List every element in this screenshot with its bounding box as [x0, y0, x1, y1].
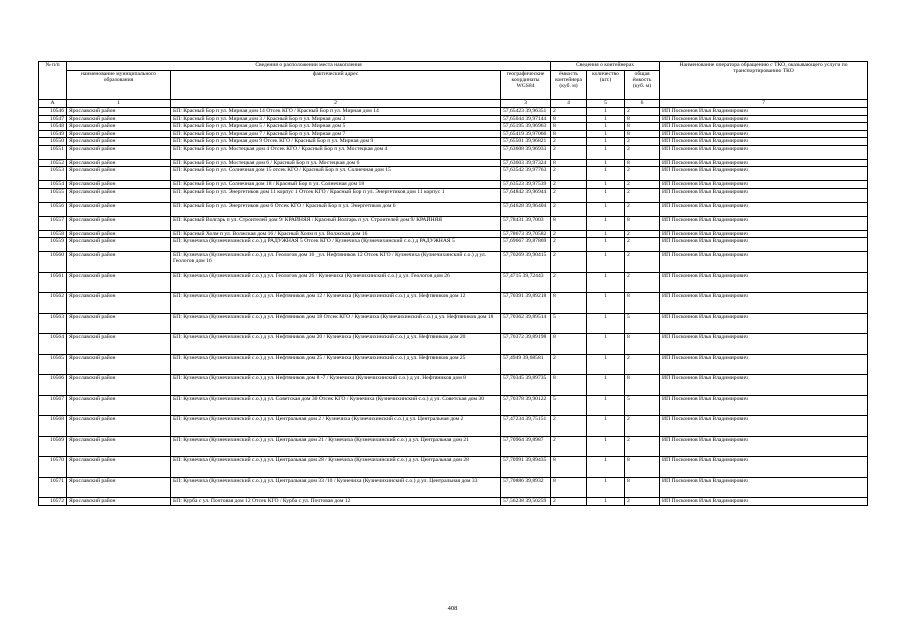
capacity-cell: 2	[551, 436, 587, 457]
colnum-5: 5	[587, 100, 625, 108]
total-cell: 8	[625, 115, 660, 123]
total-cell: 2	[625, 498, 660, 506]
coords-cell: 57,64842 39,96944	[501, 188, 551, 202]
capacity-cell: 2	[551, 498, 587, 506]
header-coords: географические координаты WGS84	[501, 71, 551, 100]
header-location-group: Сведения о расположении места накопления	[67, 62, 551, 71]
municipality-cell: Ярославский район	[67, 416, 171, 437]
table-row	[39, 167, 868, 181]
header-container-group: Сведения о контейнерах	[551, 62, 660, 71]
coords-cell: 57,78673 39,70582	[501, 230, 551, 238]
address-cell: БП: Кузнечиха (Кузнечихинский с.о.) д ул. Нефтяников дом 8 -7 / Кузнечиха (Кузнечихинский с.о.) д ул. Нефтяников дом 8	[171, 375, 501, 396]
address-cell: БП: Красный Бор п ул. Мирная дом 7 / Красный Бор п ул. Мирная дом 7	[171, 130, 501, 138]
table-row	[39, 313, 868, 334]
record-number: 10558	[39, 230, 67, 238]
table-row	[39, 272, 868, 293]
municipality-cell: Ярославский район	[67, 375, 171, 396]
record-number: 10568	[39, 416, 67, 437]
coords-cell: 57,65195 39,96963	[501, 123, 551, 131]
capacity-cell: 8	[551, 334, 587, 355]
record-number: 10564	[39, 334, 67, 355]
count-cell: 1	[587, 375, 625, 396]
address-cell: БП: Красный Бор п ул. Солнечная дом 18 / Красный Бор п ул. Солнечная дом 18	[171, 181, 501, 189]
total-cell: 5	[625, 395, 660, 416]
record-number: 10560	[39, 252, 67, 273]
address-cell: БП: Красный Бор п ул. Мирная дом 5 / Красный Бор п ул. Мирная дом 5	[171, 123, 501, 131]
table-row	[39, 216, 868, 230]
operator-cell: ИП Посконнов Илья Владимирович	[660, 130, 868, 138]
count-cell: 1	[587, 252, 625, 273]
table-row	[39, 334, 868, 355]
header-total: общая ёмкость (куб. м)	[625, 71, 660, 100]
coords-cell: 57,70345 39,89735	[501, 375, 551, 396]
record-number: 10563	[39, 313, 67, 334]
coords-cell: 57,63608 39,96933	[501, 145, 551, 159]
coords-cell: 57,47234 39,75151	[501, 416, 551, 437]
total-cell: 8	[625, 375, 660, 396]
capacity-cell: 2	[551, 181, 587, 189]
total-cell: 2	[625, 188, 660, 202]
total-cell: 8	[625, 334, 660, 355]
table-row	[39, 230, 868, 238]
operator-cell: ИП Посконнов Илья Владимирович	[660, 457, 868, 478]
table-row	[39, 375, 868, 396]
table-row	[39, 252, 868, 273]
address-cell: БП: Кузнечиха (Кузнечихинский с.о.) д РАДУЖНАЯ 5 Отсек КГО / Кузнечиха (Кузнечихинский с.о.) д РАДУЖНАЯ 5	[171, 238, 501, 252]
count-cell: 1	[587, 202, 625, 216]
table-row	[39, 202, 868, 216]
total-cell: 2	[625, 238, 660, 252]
operator-cell: ИП Посконнов Илья Владимирович	[660, 436, 868, 457]
count-cell: 1	[587, 108, 625, 116]
colnum-7: 7	[660, 100, 868, 108]
capacity-cell: 8	[551, 159, 587, 167]
coords-cell: 57,70991 39,89435	[501, 457, 551, 478]
municipality-cell: Ярославский район	[67, 293, 171, 314]
operator-cell: ИП Посконнов Илья Владимирович	[660, 272, 868, 293]
operator-cell: ИП Посконнов Илья Владимирович	[660, 498, 868, 506]
municipality-cell: Ярославский район	[67, 436, 171, 457]
count-cell: 1	[587, 354, 625, 375]
table-row	[39, 498, 868, 506]
record-number: 10551	[39, 145, 67, 159]
capacity-cell: 2	[551, 354, 587, 375]
total-cell: 8	[625, 477, 660, 498]
operator-cell: ИП Посконнов Илья Владимирович	[660, 138, 868, 146]
municipality-cell: Ярославский район	[67, 230, 171, 238]
address-cell: БП: Красный Бор п ул. Энергетиков дом 6 Отсек КГО / Красный Бор п ул. Энергетиков дом 6	[171, 202, 501, 216]
total-cell: 2	[625, 138, 660, 146]
record-number: 10559	[39, 238, 67, 252]
total-cell: 2	[625, 167, 660, 181]
operator-cell: ИП Посконнов Илья Владимирович	[660, 238, 868, 252]
coords-cell: 57,65419 39,97066	[501, 130, 551, 138]
municipality-cell: Ярославский район	[67, 145, 171, 159]
table-row	[39, 477, 868, 498]
column-numbers-row	[39, 100, 868, 108]
operator-cell: ИП Посконнов Илья Владимирович	[660, 313, 868, 334]
total-cell: 2	[625, 145, 660, 159]
count-cell: 1	[587, 436, 625, 457]
municipality-cell: Ярославский район	[67, 167, 171, 181]
municipality-cell: Ярославский район	[67, 334, 171, 355]
count-cell: 1	[587, 181, 625, 189]
total-cell: 2	[625, 252, 660, 273]
operator-cell: ИП Посконнов Илья Владимирович	[660, 216, 868, 230]
capacity-cell: 2	[551, 238, 587, 252]
count-cell: 1	[587, 238, 625, 252]
table-row	[39, 395, 868, 416]
count-cell: 1	[587, 230, 625, 238]
record-number: 10567	[39, 395, 67, 416]
capacity-cell: 8	[551, 130, 587, 138]
colnum-3: 3	[501, 100, 551, 108]
count-cell: 1	[587, 167, 625, 181]
colnum-1: 1	[67, 100, 171, 108]
table-row	[39, 238, 868, 252]
record-number: 10571	[39, 477, 67, 498]
table-row	[39, 293, 868, 314]
operator-cell: ИП Посконнов Илья Владимирович	[660, 202, 868, 216]
header-capacity: ёмкость контейнера (куб. м)	[551, 71, 587, 100]
total-cell: 8	[625, 293, 660, 314]
coords-cell: 57,65044 39,97144	[501, 115, 551, 123]
address-cell: БП: Кузнечиха (Кузнечихинский с.о.) д ул. Центральная дом 2 / Кузнечиха (Кузнечихинский с.о.) д ул. Центральная дом 2	[171, 416, 501, 437]
colnum-6: 6	[625, 100, 660, 108]
record-number: 10566	[39, 375, 67, 396]
record-number: 10569	[39, 436, 67, 457]
count-cell: 1	[587, 188, 625, 202]
coords-cell: 57,70269 39,90415	[501, 252, 551, 273]
operator-cell: ИП Посконнов Илья Владимирович	[660, 188, 868, 202]
record-number: 10546	[39, 108, 67, 116]
header-address: фактический адрес	[171, 71, 501, 100]
total-cell: 8	[625, 457, 660, 478]
record-number: 10549	[39, 130, 67, 138]
capacity-cell: 8	[551, 477, 587, 498]
table-row	[39, 181, 868, 189]
header-num: № п/п	[39, 62, 67, 100]
coords-cell: 57,70362 39,89514	[501, 313, 551, 334]
table-row	[39, 123, 868, 131]
address-cell: БП: Красный Бор п ул. Мостецкая дом 6 / Красный Бор п ул. Мостецкая дом 6	[171, 159, 501, 167]
count-cell: 1	[587, 498, 625, 506]
count-cell: 1	[587, 313, 625, 334]
table-row	[39, 130, 868, 138]
coords-cell: 57,69667 39,87869	[501, 238, 551, 252]
count-cell: 1	[587, 123, 625, 131]
operator-cell: ИП Посконнов Илья Владимирович	[660, 416, 868, 437]
municipality-cell: Ярославский район	[67, 159, 171, 167]
capacity-cell: 2	[551, 272, 587, 293]
operator-cell: ИП Посконнов Илья Владимирович	[660, 230, 868, 238]
operator-cell: ИП Посконнов Илья Владимирович	[660, 334, 868, 355]
total-cell: 8	[625, 130, 660, 138]
address-cell: БП: Кузнечиха (Кузнечихинский с.о.) д ул. Центральная дом 28 / Кузнечиха (Кузнечихинский с.о.) д ул. Центральная дом 28	[171, 457, 501, 478]
header-operator: Наименование оператора обращению с ТКО, оказывающего услуги по транспортированию ТКО	[660, 62, 868, 100]
capacity-cell: 2	[551, 188, 587, 202]
record-number: 10557	[39, 216, 67, 230]
count-cell: 1	[587, 130, 625, 138]
header-row-1	[39, 62, 868, 71]
municipality-cell: Ярославский район	[67, 108, 171, 116]
municipality-cell: Ярославский район	[67, 238, 171, 252]
page-number: 408	[447, 605, 458, 612]
municipality-cell: Ярославский район	[67, 115, 171, 123]
municipality-cell: Ярославский район	[67, 457, 171, 478]
municipality-cell: Ярославский район	[67, 181, 171, 189]
capacity-cell: 8	[551, 293, 587, 314]
table-row	[39, 145, 868, 159]
count-cell: 1	[587, 138, 625, 146]
address-cell: БП: Красный Бор п ул. Энергетиков дом 11 корпус 1 Отсек КГО / Красный Бор п ул. Энергетиков дом 11 корпус 1	[171, 188, 501, 202]
record-number: 10565	[39, 354, 67, 375]
capacity-cell: 2	[551, 167, 587, 181]
count-cell: 1	[587, 216, 625, 230]
coords-cell: 57,63603 39,97324	[501, 159, 551, 167]
operator-cell: ИП Посконнов Илья Владимирович	[660, 375, 868, 396]
table-row	[39, 436, 868, 457]
record-number: 10547	[39, 115, 67, 123]
coords-cell: 57,56238 39,50259	[501, 498, 551, 506]
record-number: 10554	[39, 181, 67, 189]
address-cell: БП: Курба с ул. Почтовая дом 12 Отсек КГО / Курба с ул. Почтовая дом 12	[171, 498, 501, 506]
capacity-cell: 2	[551, 145, 587, 159]
capacity-cell: 2	[551, 230, 587, 238]
coords-cell: 57,63542 39,97763	[501, 167, 551, 181]
operator-cell: ИП Посконнов Илья Владимирович	[660, 293, 868, 314]
municipality-cell: Ярославский район	[67, 272, 171, 293]
record-number: 10553	[39, 167, 67, 181]
address-cell: БП: Кузнечиха (Кузнечихинский с.о.) д ул. Нефтяников дом 20 / Кузнечиха (Кузнечихинский с.о.) д ул. Нефтяников дом 20	[171, 334, 501, 355]
coords-cell: 57,70886 39,8932	[501, 477, 551, 498]
coords-cell: 57,65501 39,96821	[501, 138, 551, 146]
operator-cell: ИП Посконнов Илья Владимирович	[660, 108, 868, 116]
coords-cell: 57,64628 39,96404	[501, 202, 551, 216]
operator-cell: ИП Посконнов Илья Владимирович	[660, 252, 868, 273]
address-cell: БП: Красный Бор п ул. Солнечная дом 15 отсек КГО / Красный Бор п ул. Солнечная дом 15	[171, 167, 501, 181]
coords-cell: 57,70378 39,90122	[501, 395, 551, 416]
address-cell: БП: Красный Холм п ул. Волжская дом 16 / Красный Холм п ул. Волжская дом 16	[171, 230, 501, 238]
total-cell: 2	[625, 272, 660, 293]
municipality-cell: Ярославский район	[67, 313, 171, 334]
address-cell: БП: Красный Бор п ул. Мирная дом 3 / Красный Бор п ул. Мирная дом 3	[171, 115, 501, 123]
record-number: 10552	[39, 159, 67, 167]
operator-cell: ИП Посконнов Илья Владимирович	[660, 145, 868, 159]
address-cell: БП: Кузнечиха (Кузнечихинский с.о.) д ул. Геологов дом 16 _ул. Нефтяников 12 Отсек КГО / Кузнечиха (Кузнечихинский с.о.) д ул. Геологов дом 16	[171, 252, 501, 273]
address-cell: БП: Кузнечиха (Кузнечихинский с.о.) д ул. Нефтяников дом 25 / Кузнечиха (Кузнечихинский с.о.) д ул. Нефтяников дом 25	[171, 354, 501, 375]
municipality-cell: Ярославский район	[67, 498, 171, 506]
total-cell: 2	[625, 181, 660, 189]
address-cell: БП: Кузнечиха (Кузнечихинский с.о.) д ул. Центральная дом 21 / Кузнечиха (Кузнечихинский с.о.) д ул. Центральная дом 21	[171, 436, 501, 457]
total-cell: 2	[625, 354, 660, 375]
record-number: 10562	[39, 293, 67, 314]
header-municipality: наименование муниципального образования	[67, 71, 171, 100]
coords-cell: 57,4949 39,68581	[501, 354, 551, 375]
table-row	[39, 159, 868, 167]
operator-cell: ИП Посконнов Илья Владимирович	[660, 167, 868, 181]
municipality-cell: Ярославский район	[67, 216, 171, 230]
address-cell: БП: Кузнечиха (Кузнечихинский с.о.) д ул. Центральная дом 33 /10 / Кузнечиха (Кузнечихинский с.о.) д ул. Центральная дом 33	[171, 477, 501, 498]
operator-cell: ИП Посконнов Илья Владимирович	[660, 181, 868, 189]
capacity-cell: 8	[551, 123, 587, 131]
record-number: 10550	[39, 138, 67, 146]
capacity-cell: 5	[551, 313, 587, 334]
table-row	[39, 416, 868, 437]
address-cell: БП: Кузнечиха (Кузнечихинский с.о.) д ул. Нефтяников дом 18 Отсек КГО / Кузнечиха (Кузнечихинский с.о.) д ул. Нефтяников дом 18	[171, 313, 501, 334]
container-sites-table	[38, 61, 868, 506]
record-number: 10570	[39, 457, 67, 478]
colnum-a: А	[39, 100, 67, 108]
colnum-2: 2	[171, 100, 501, 108]
record-number: 10561	[39, 272, 67, 293]
coords-cell: 57,63523 39,97539	[501, 181, 551, 189]
table-row	[39, 457, 868, 478]
municipality-cell: Ярославский район	[67, 252, 171, 273]
address-cell: БП: Кузнечиха (Кузнечихинский с.о.) д ул. Советская дом 30 Отсек КГО / Кузнечиха (Кузнечихинский с.о.) д ул. Советская дом 30	[171, 395, 501, 416]
capacity-cell: 8	[551, 375, 587, 396]
count-cell: 1	[587, 293, 625, 314]
count-cell: 1	[587, 115, 625, 123]
total-cell: 2	[625, 416, 660, 437]
municipality-cell: Ярославский район	[67, 130, 171, 138]
count-cell: 1	[587, 416, 625, 437]
municipality-cell: Ярославский район	[67, 395, 171, 416]
total-cell: 8	[625, 159, 660, 167]
document-page	[38, 61, 868, 506]
record-number: 10555	[39, 188, 67, 202]
municipality-cell: Ярославский район	[67, 138, 171, 146]
address-cell: БП: Красный Волгарь п ул. Строителей дом 9/ КРАЙНЯЯ / Красный Волгарь п ул. Строителей дом 9/ КРАЙНЯЯ	[171, 216, 501, 230]
count-cell: 1	[587, 159, 625, 167]
coords-cell: 57,78431 39,7003	[501, 216, 551, 230]
municipality-cell: Ярославский район	[67, 188, 171, 202]
count-cell: 1	[587, 477, 625, 498]
table-row	[39, 115, 868, 123]
operator-cell: ИП Посконнов Илья Владимирович	[660, 123, 868, 131]
address-cell: БП: Кузнечиха (Кузнечихинский с.о.) д ул. Геологов дом 26 / Кузнечиха (Кузнечихинский с.о.) д ул. Геологов дом 26	[171, 272, 501, 293]
table-row	[39, 138, 868, 146]
record-number: 10572	[39, 498, 67, 506]
count-cell: 1	[587, 457, 625, 478]
capacity-cell: 8	[551, 216, 587, 230]
header-count: количество (шт.)	[587, 71, 625, 100]
address-cell: БП: Красный Бор п ул. Мирная дом 9 Отсек КГО / Красный Бор п ул. Мирная дом 9	[171, 138, 501, 146]
total-cell: 2	[625, 230, 660, 238]
total-cell: 5	[625, 313, 660, 334]
coords-cell: 57,65423 39,96351	[501, 108, 551, 116]
count-cell: 1	[587, 272, 625, 293]
coords-cell: 57,4715 39,72443	[501, 272, 551, 293]
capacity-cell: 8	[551, 457, 587, 478]
total-cell: 2	[625, 436, 660, 457]
table-row	[39, 108, 868, 116]
coords-cell: 57,70372 39,89198	[501, 334, 551, 355]
operator-cell: ИП Посконнов Илья Владимирович	[660, 477, 868, 498]
capacity-cell: 8	[551, 115, 587, 123]
address-cell: БП: Красный Бор п ул. Мостецкая дом 4 Отсек КГО / Красный Бор п ул. Мостецкая дом 4	[171, 145, 501, 159]
table-row	[39, 188, 868, 202]
total-cell: 2	[625, 108, 660, 116]
count-cell: 1	[587, 145, 625, 159]
table-row	[39, 354, 868, 375]
capacity-cell: 2	[551, 138, 587, 146]
address-cell: БП: Кузнечиха (Кузнечихинский с.о.) д ул. Нефтяников дом 12 / Кузнечиха (Кузнечихинский с.о.) д ул. Нефтяников дом 12	[171, 293, 501, 314]
count-cell: 1	[587, 395, 625, 416]
capacity-cell: 5	[551, 395, 587, 416]
coords-cell: 57,70964 39,8987	[501, 436, 551, 457]
municipality-cell: Ярославский район	[67, 123, 171, 131]
operator-cell: ИП Посконнов Илья Владимирович	[660, 354, 868, 375]
capacity-cell: 2	[551, 416, 587, 437]
record-number: 10548	[39, 123, 67, 131]
operator-cell: ИП Посконнов Илья Владимирович	[660, 395, 868, 416]
operator-cell: ИП Посконнов Илья Владимирович	[660, 115, 868, 123]
total-cell: 2	[625, 202, 660, 216]
capacity-cell: 2	[551, 252, 587, 273]
capacity-cell: 2	[551, 108, 587, 116]
colnum-4: 4	[551, 100, 587, 108]
municipality-cell: Ярославский район	[67, 477, 171, 498]
count-cell: 1	[587, 334, 625, 355]
municipality-cell: Ярославский район	[67, 354, 171, 375]
total-cell: 8	[625, 123, 660, 131]
address-cell: БП: Красный Бор п ул. Мирная дом 14 Отсек КГО / Красный Бор п ул. Мирная дом 14	[171, 108, 501, 116]
municipality-cell: Ярославский район	[67, 202, 171, 216]
total-cell: 8	[625, 216, 660, 230]
operator-cell: ИП Посконнов Илья Владимирович	[660, 159, 868, 167]
coords-cell: 57,70391 39,89218	[501, 293, 551, 314]
record-number: 10556	[39, 202, 67, 216]
capacity-cell: 2	[551, 202, 587, 216]
